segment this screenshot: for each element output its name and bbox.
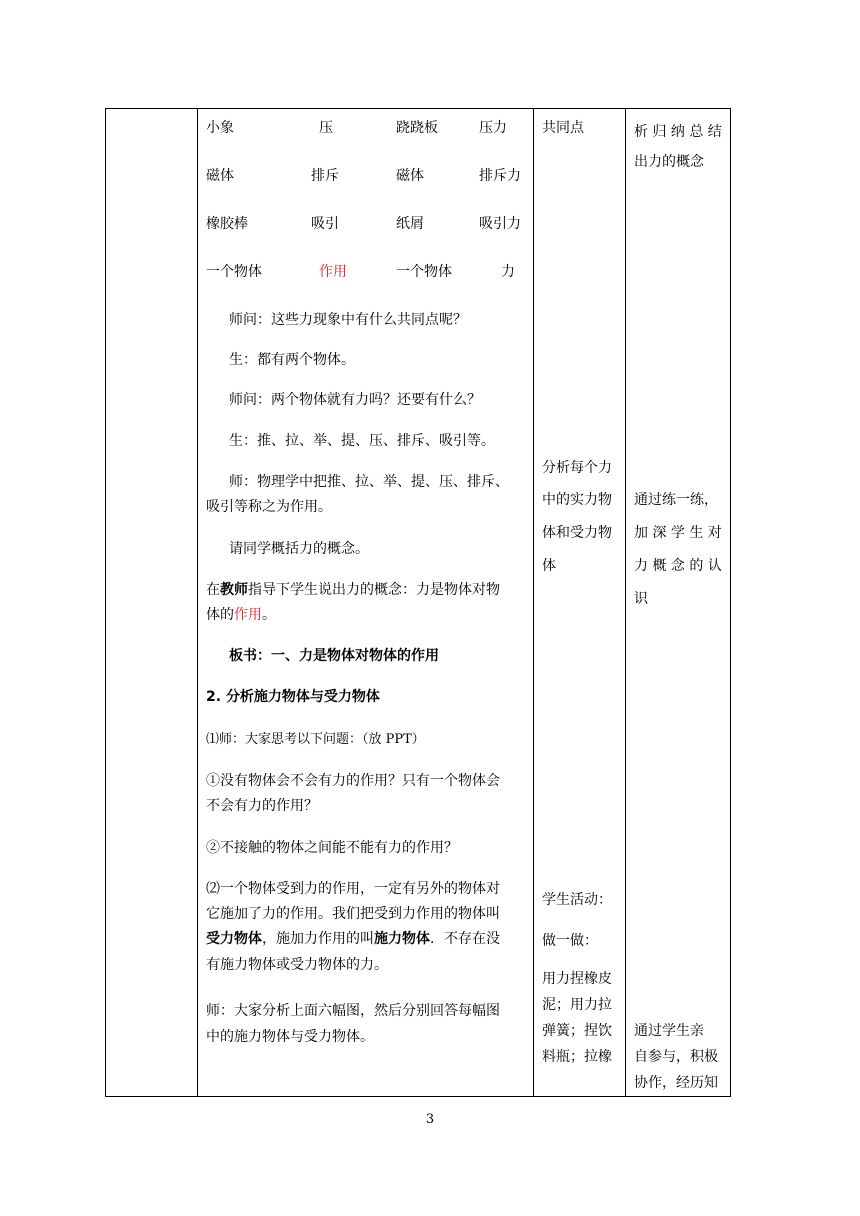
prompt-text: 请同学概括力的概念。 bbox=[229, 541, 369, 557]
force-cell-highlight: 作用 bbox=[319, 264, 347, 280]
paragraph-line: ⑵一个物体受到力的作用，一定有另外的物体对 bbox=[206, 881, 500, 897]
student-activity-line: 中的实力物 bbox=[542, 492, 612, 508]
teacher-question: 师问：两个物体就有力吗？还要有什么？ bbox=[229, 392, 481, 408]
force-cell: 跷跷板 bbox=[396, 120, 438, 136]
paragraph-line: 它施加了力的作用。我们把受到力作用的物体叫 bbox=[206, 906, 500, 922]
question-line: ①没有物体会不会有力的作用？只有一个物体会 bbox=[206, 773, 500, 789]
force-cell: 小象 bbox=[206, 120, 234, 136]
page-number: 3 bbox=[425, 1112, 435, 1127]
text-run-highlight: 作用 bbox=[234, 607, 262, 623]
text-run-bold: 教师 bbox=[220, 582, 248, 598]
force-cell: 排斥 bbox=[311, 168, 339, 184]
teacher-statement-line: 师：物理学中把推、拉、举、提、压、排斥、 bbox=[229, 474, 509, 490]
force-cell: 吸引力 bbox=[479, 216, 521, 232]
force-cell: 橡胶棒 bbox=[206, 216, 248, 232]
force-cell: 吸引 bbox=[311, 216, 339, 232]
student-activity-line: 做一做： bbox=[542, 933, 598, 949]
concept-line bbox=[206, 580, 500, 600]
force-cell: 磁体 bbox=[206, 168, 234, 184]
term-receiver: 受力物体 bbox=[206, 931, 262, 947]
column-divider bbox=[625, 108, 626, 1097]
paragraph-line: 师：大家分析上面六幅图，然后分别回答每幅图 bbox=[206, 1003, 500, 1019]
student-answer: 生：都有两个物体。 bbox=[229, 352, 355, 368]
design-intent-line: 通过练一练， bbox=[634, 492, 718, 508]
teacher-question: 师问：这些力现象中有什么共同点呢？ bbox=[229, 312, 467, 328]
design-intent-line: 加 深 学 生 对 bbox=[634, 525, 722, 541]
design-intent-line: 力 概 念 的 认 bbox=[634, 558, 722, 574]
student-activity-line: 分析每个力 bbox=[542, 460, 612, 476]
section-number: 2. bbox=[206, 689, 222, 705]
text-run: ．不存在没 bbox=[430, 931, 500, 947]
paragraph-line bbox=[206, 929, 500, 949]
force-cell: 压 bbox=[319, 120, 333, 136]
text-run: 。 bbox=[262, 607, 276, 623]
design-intent-line: 识 bbox=[634, 591, 648, 607]
student-activity-line: 体 bbox=[542, 558, 556, 574]
student-answer: 生：推、拉、举、提、压、排斥、吸引等。 bbox=[229, 433, 495, 449]
student-activity-line: 弹簧；捏饮 bbox=[542, 1023, 612, 1039]
force-cell: 一个物体 bbox=[206, 264, 262, 280]
student-activity-line: 学生活动： bbox=[542, 892, 612, 908]
force-cell: 力 bbox=[501, 264, 515, 280]
force-cell: 一个物体 bbox=[396, 264, 452, 280]
student-activity-heading: 共同点 bbox=[542, 120, 584, 136]
design-intent-line: 自参与，积极 bbox=[634, 1049, 718, 1065]
student-activity-line: 体和受力物 bbox=[542, 525, 612, 541]
student-activity-line: 料瓶；拉橡 bbox=[542, 1049, 612, 1065]
force-cell: 压力 bbox=[479, 120, 507, 136]
paragraph-line: 有施力物体或受力物体的力。 bbox=[206, 957, 388, 973]
question-line: 不会有力的作用？ bbox=[206, 798, 318, 814]
section-title: 分析施力物体与受力物体 bbox=[225, 689, 380, 705]
text-run: ，施加力作用的叫 bbox=[262, 931, 374, 947]
text-run: 在 bbox=[206, 582, 220, 598]
design-intent-line: 协作，经历知 bbox=[634, 1075, 718, 1091]
force-cell: 纸屑 bbox=[396, 216, 424, 232]
teacher-statement-line: 吸引等称之为作用。 bbox=[206, 499, 332, 515]
force-cell: 排斥力 bbox=[479, 168, 521, 184]
column-divider bbox=[533, 108, 534, 1097]
paragraph-line: 中的施力物体与受力物体。 bbox=[206, 1029, 374, 1045]
concept-line bbox=[206, 605, 276, 625]
force-cell: 磁体 bbox=[396, 168, 424, 184]
question-intro: ⑴师：大家思考以下问题：（放 PPT） bbox=[206, 732, 425, 747]
board-heading: 板书：一、力是物体对物体的作用 bbox=[229, 648, 439, 664]
student-activity-line: 泥；用力拉 bbox=[542, 997, 612, 1013]
student-activity-line: 用力捏橡皮 bbox=[542, 971, 612, 987]
term-exerter: 施力物体 bbox=[374, 931, 430, 947]
text-run: 指导下学生说出力的概念：力是物体对物 bbox=[248, 582, 500, 598]
text-run: 体的 bbox=[206, 607, 234, 623]
design-intent-line: 通过学生亲 bbox=[634, 1023, 704, 1039]
section-heading bbox=[206, 687, 380, 707]
column-divider bbox=[197, 108, 198, 1097]
design-intent-line: 出力的概念 bbox=[634, 154, 704, 170]
design-intent-line: 析 归 纳 总 结 bbox=[634, 124, 722, 140]
question-line: ②不接触的物体之间能不能有力的作用？ bbox=[206, 840, 458, 856]
